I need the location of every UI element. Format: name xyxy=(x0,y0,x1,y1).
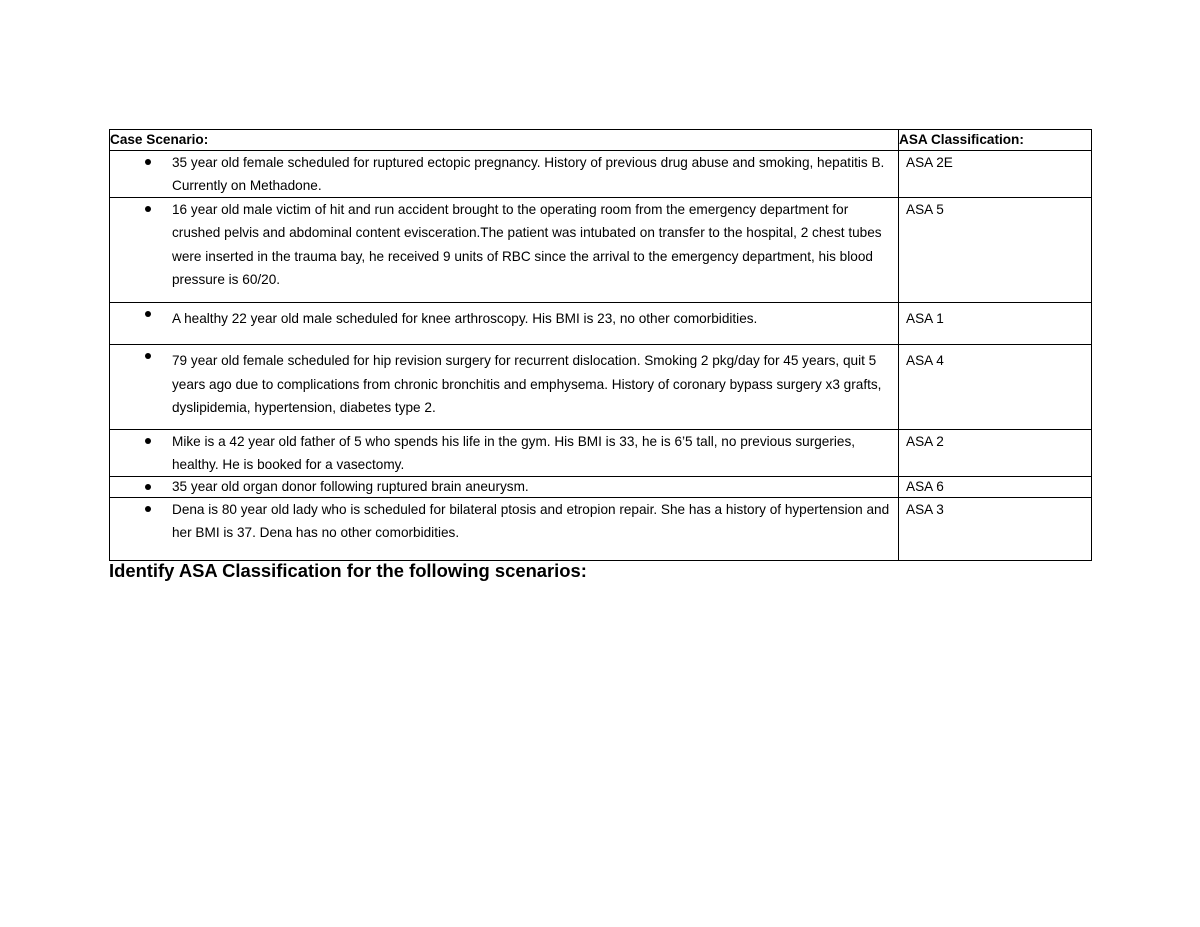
scenario-text: 79 year old female scheduled for hip revision surgery for recurrent dislocation. Smoking 2 pkg/day for 45 years, quit 5 years ago due to complications from chronic bronchitis and emphysema. History of coronary bypass surgery x3 grafts, dyslipidemia, hypertension, diabetes type 2. xyxy=(172,353,882,415)
scenario-text: Dena is 80 year old lady who is scheduled for bilateral ptosis and etropion repair. She has a history of hypertension and her BMI is 37. Dena has no other comorbidities. xyxy=(172,502,890,540)
asa-value: ASA 2E xyxy=(906,155,953,170)
scenario-text: 35 year old female scheduled for ruptured ectopic pregnancy. History of previous drug abuse and smoking, hepatitis B. Currently on Methadone. xyxy=(172,155,885,193)
scenario-text: Mike is a 42 year old father of 5 who spends his life in the gym. His BMI is 33, he is 6’5 tall, no previous surgeries, healthy. He is booked for a vasectomy. xyxy=(172,434,856,472)
scenario-cell xyxy=(110,498,899,561)
table-row xyxy=(110,151,1092,198)
asa-cell xyxy=(899,430,1092,477)
asa-value: ASA 4 xyxy=(906,353,944,368)
table-row xyxy=(110,498,1092,561)
asa-value: ASA 3 xyxy=(906,502,944,517)
scenario-cell xyxy=(110,303,899,345)
scenario-cell xyxy=(110,198,899,303)
asa-cell xyxy=(899,198,1092,303)
asa-cell xyxy=(899,345,1092,430)
asa-cell xyxy=(899,498,1092,561)
page-heading: Identify ASA Classification for the following scenarios: xyxy=(109,560,587,581)
scenario-cell xyxy=(110,430,899,477)
header-case-scenario: Case Scenario: xyxy=(110,130,899,151)
asa-value: ASA 5 xyxy=(906,202,944,217)
asa-cell xyxy=(899,477,1092,498)
scenario-text: 35 year old organ donor following ruptured brain aneurysm. xyxy=(172,479,529,494)
asa-classification-table xyxy=(109,129,1092,561)
scenario-text: 16 year old male victim of hit and run accident brought to the operating room from the emergency department for crushed pelvis and abdominal content evisceration.The patient was intubated on transfer to the hospital, 2 chest tubes were inserted in the trauma bay, he received 9 units of RBC since the arrival to the emergency department, his blood pressure is 60/20. xyxy=(172,202,882,287)
header-asa-classification: ASA Classification: xyxy=(899,130,1092,151)
asa-cell xyxy=(899,151,1092,198)
table-row xyxy=(110,430,1092,477)
scenario-text: A healthy 22 year old male scheduled for knee arthroscopy. His BMI is 23, no other comorbidities. xyxy=(172,311,758,326)
scenario-cell xyxy=(110,345,899,430)
asa-value: ASA 1 xyxy=(906,311,944,326)
asa-cell xyxy=(899,303,1092,345)
asa-value: ASA 2 xyxy=(906,434,944,449)
asa-value: ASA 6 xyxy=(906,479,944,494)
table-header-row xyxy=(110,130,1092,151)
scenario-cell xyxy=(110,151,899,198)
table-row xyxy=(110,198,1092,303)
scenario-cell xyxy=(110,477,899,498)
table-row xyxy=(110,477,1092,498)
table-row xyxy=(110,345,1092,430)
table-row xyxy=(110,303,1092,345)
